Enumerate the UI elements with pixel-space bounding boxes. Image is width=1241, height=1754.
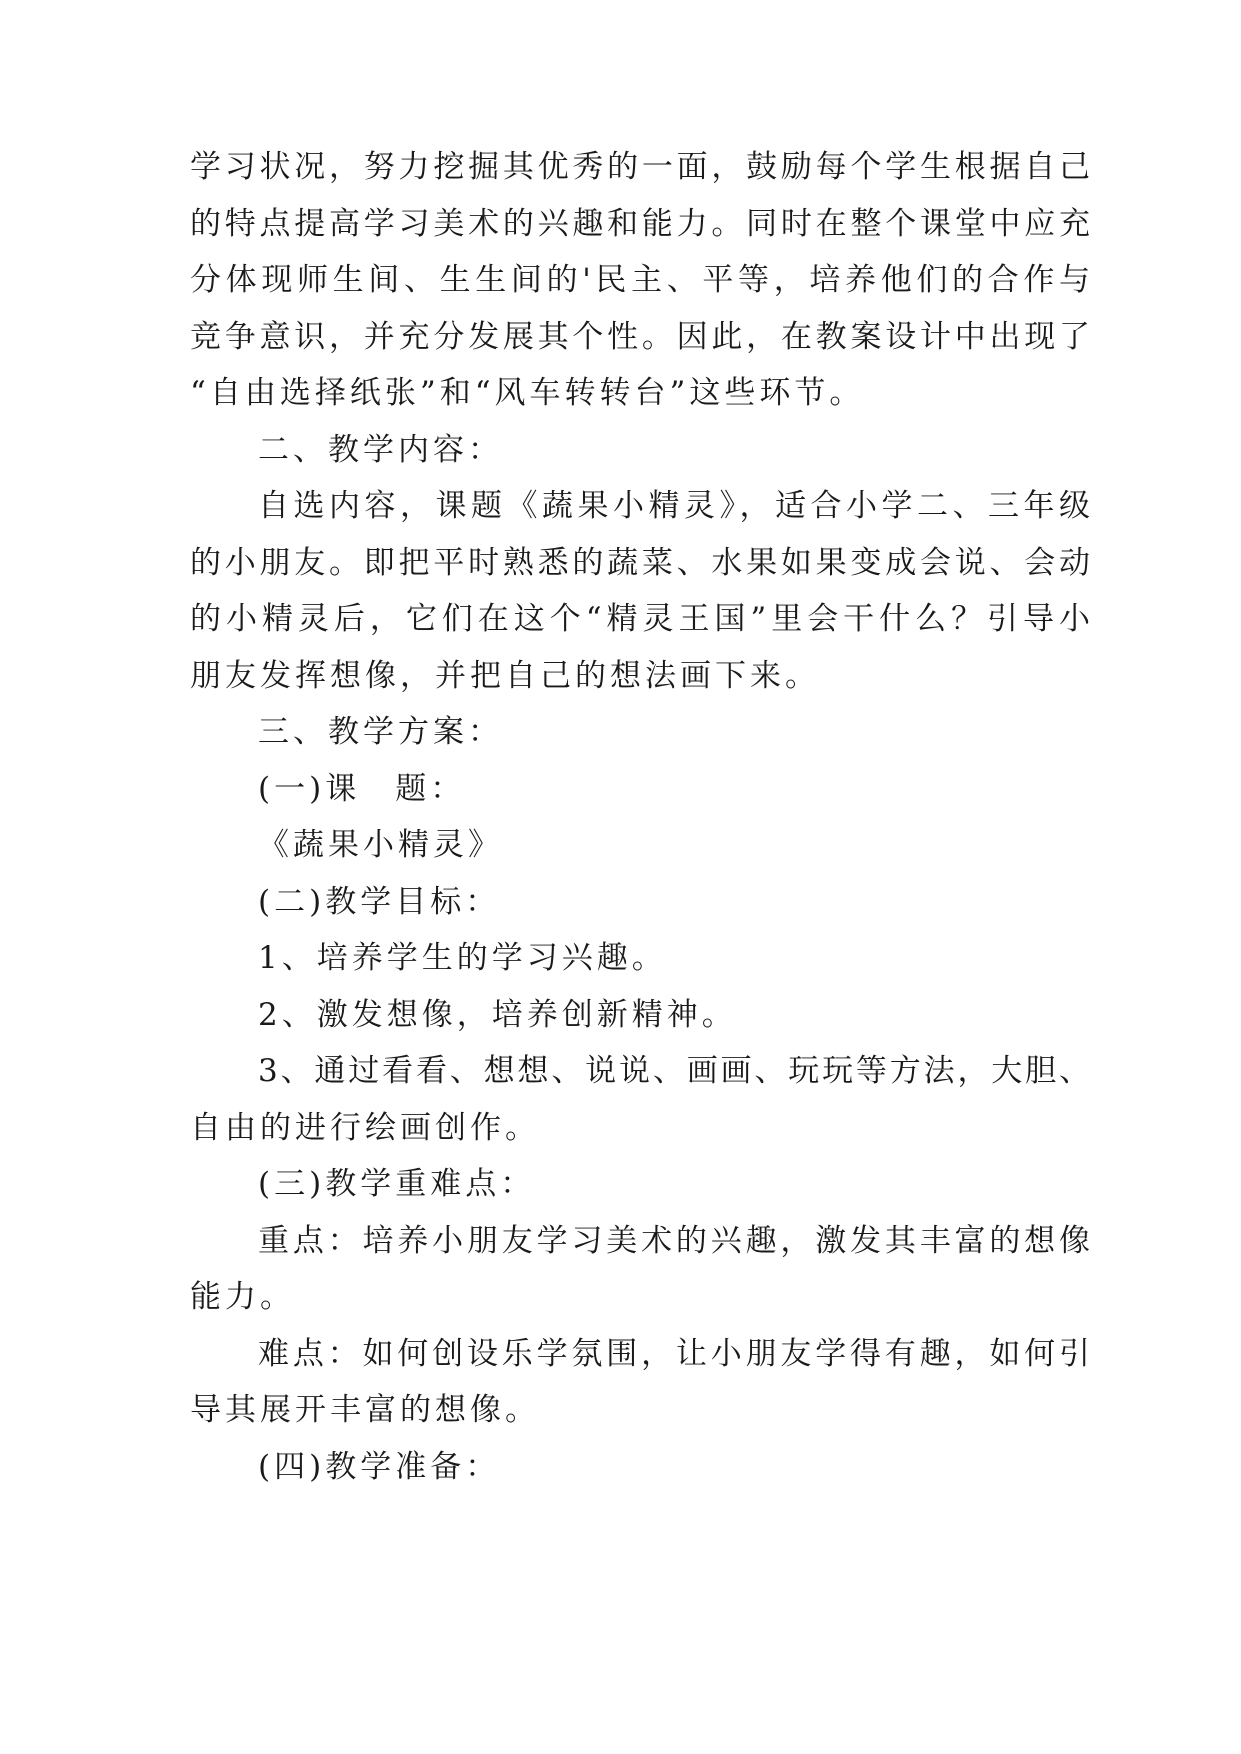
- subheading-topic: (一)课 题：: [258, 771, 466, 807]
- key-point-cont: 能力。: [190, 1279, 295, 1315]
- text-line-8: 的小朋友。即把平时熟悉的蔬菜、水果如果变成会说、会动: [190, 545, 1090, 581]
- text-line-2: 的特点提高学习美术的兴趣和能力。同时在整个课堂中应充: [190, 206, 1090, 242]
- text-line-10: 朋友发挥想像，并把自己的想法画下来。: [190, 658, 820, 694]
- goal-item-3: 3、通过看看、想想、说说、画画、玩玩等方法，大胆、: [258, 1053, 1090, 1089]
- topic-title: 《蔬果小精灵》: [258, 827, 503, 863]
- text-line-1: 学习状况，努力挖掘其优秀的一面，鼓励每个学生根据自己: [190, 149, 1090, 185]
- text-line-4: 竞争意识，并充分发展其个性。因此，在教案设计中出现了: [190, 319, 1090, 355]
- section-heading-content: 二、教学内容：: [258, 432, 503, 468]
- subheading-key-points: (三)教学重难点：: [258, 1166, 536, 1202]
- text-line-3: 分体现师生间、生生间的'民主、平等，培养他们的合作与: [190, 262, 1090, 298]
- difficult-point: 难点：如何创设乐学氛围，让小朋友学得有趣，如何引: [258, 1336, 1090, 1372]
- text-line-9: 的小精灵后，它们在这个“精灵王国”里会干什么？引导小: [190, 601, 1090, 637]
- text-line-7: 自选内容，课题《蔬果小精灵》，适合小学二、三年级: [258, 488, 1090, 524]
- subheading-preparation: (四)教学准备：: [258, 1449, 501, 1485]
- key-point: 重点：培养小朋友学习美术的兴趣，激发其丰富的想像: [258, 1223, 1090, 1259]
- subheading-goals: (二)教学目标：: [258, 884, 501, 920]
- goal-item-1: 1、培养学生的学习兴趣。: [258, 940, 667, 976]
- difficult-point-cont: 导其展开丰富的想像。: [190, 1392, 540, 1428]
- goal-item-3-cont: 自由的进行绘画创作。: [190, 1110, 540, 1146]
- section-heading-plan: 三、教学方案：: [258, 714, 503, 750]
- text-line-5: “自由选择纸张”和“风车转转台”这些环节。: [190, 375, 865, 411]
- goal-item-2: 2、激发想像，培养创新精神。: [258, 997, 737, 1033]
